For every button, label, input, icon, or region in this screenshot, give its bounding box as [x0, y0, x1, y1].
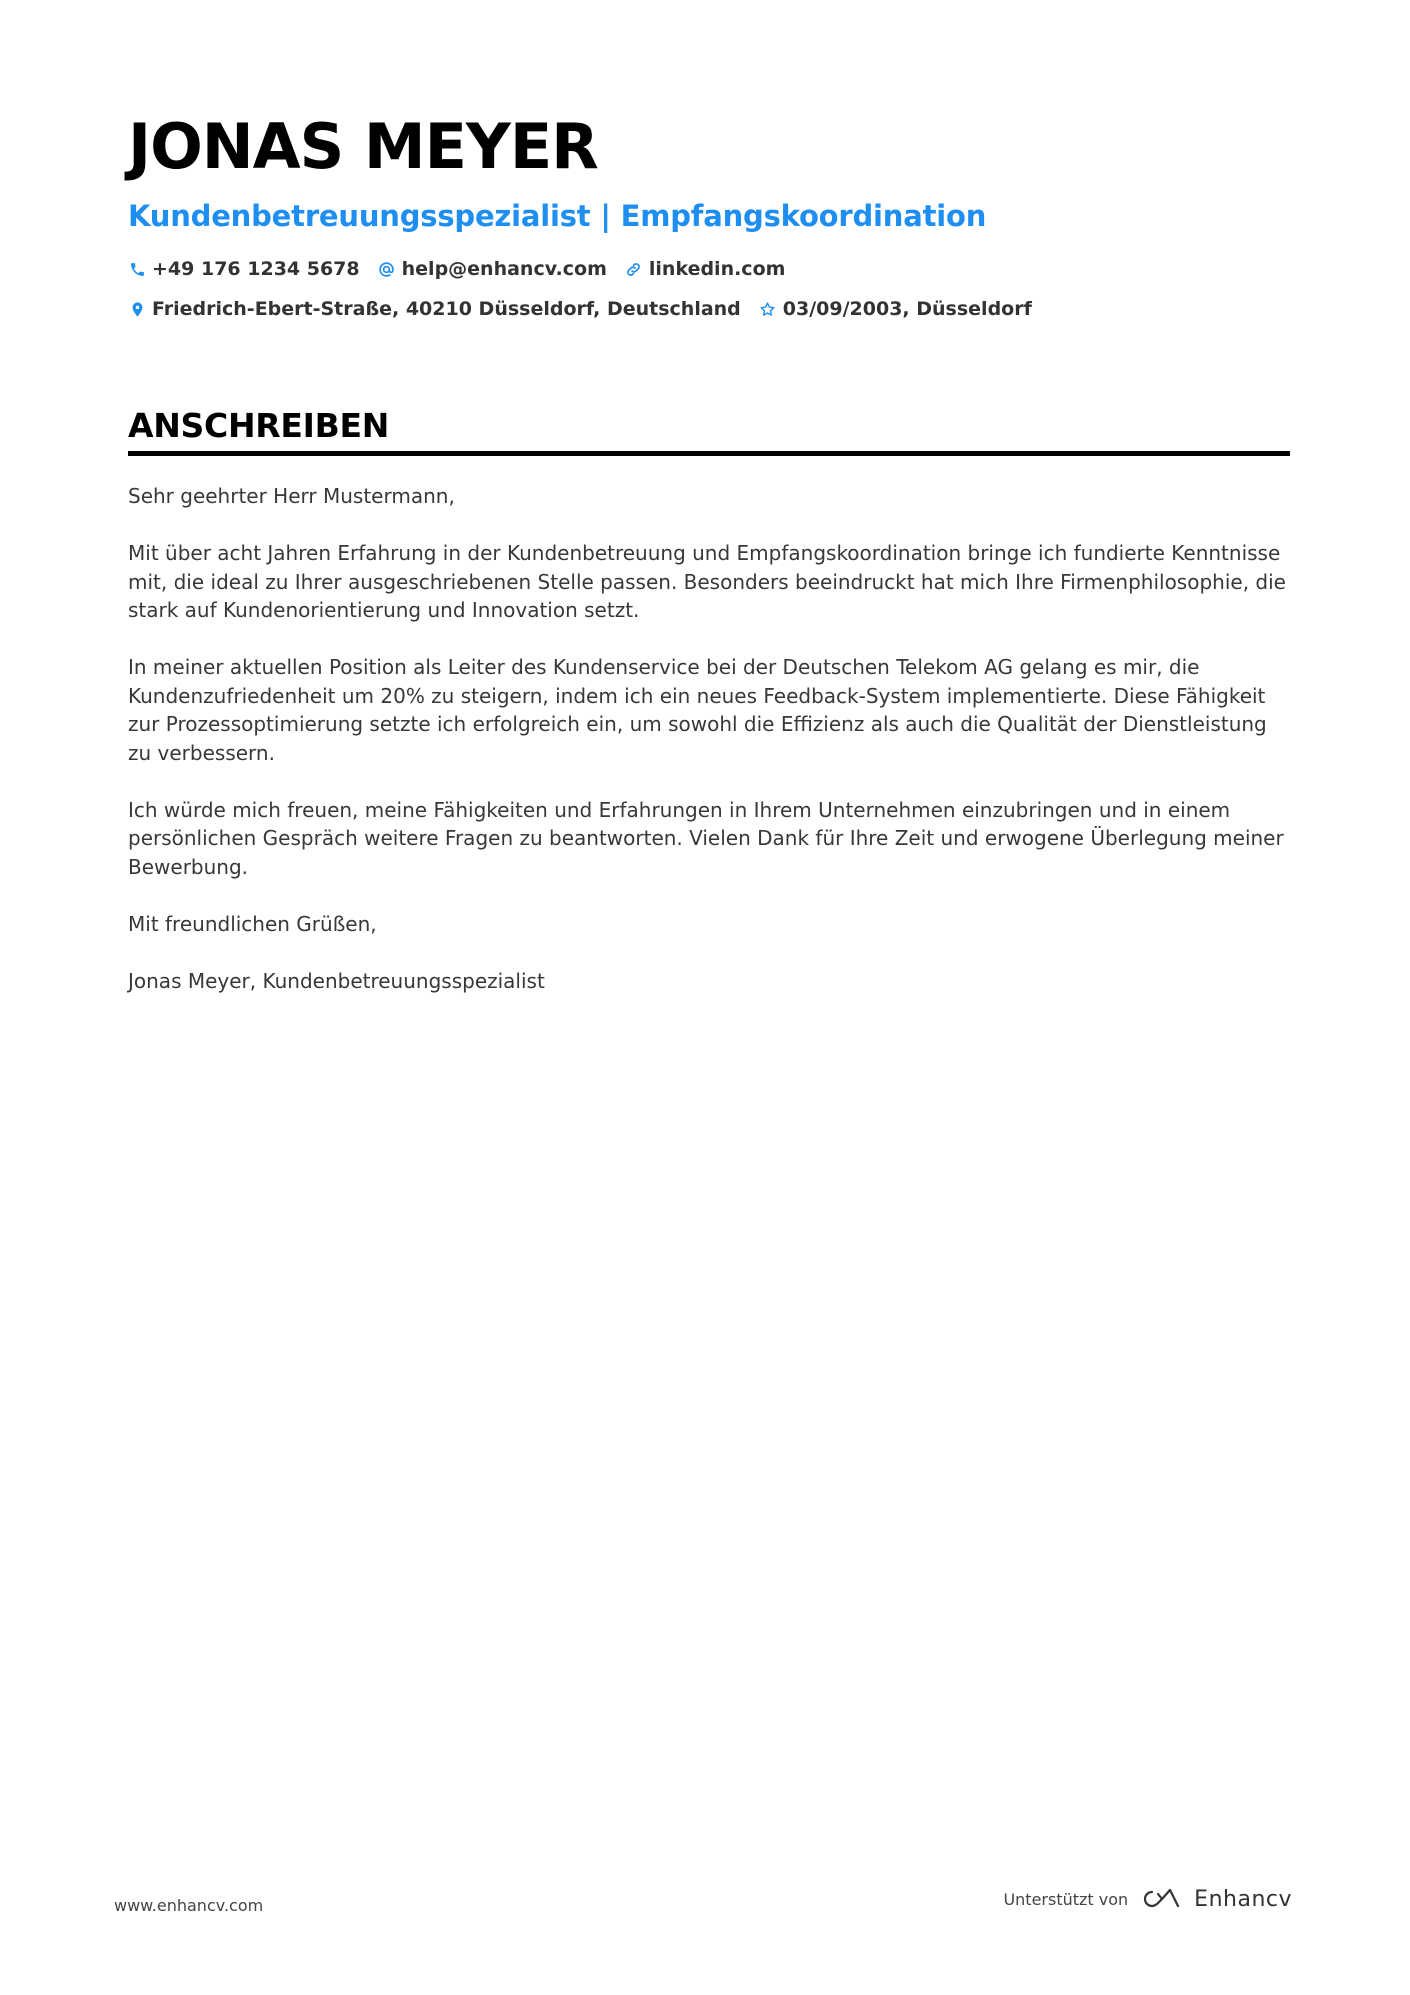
at-icon [378, 260, 396, 278]
email-text: help@enhancv.com [401, 258, 607, 280]
address-text: Friedrich-Ebert-Straße, 40210 Düsseldorf, Deutschland [152, 298, 741, 320]
enhancv-logo-icon [1140, 1886, 1186, 1912]
footer-website[interactable]: www.enhancv.com [114, 1896, 264, 1915]
cover-letter-section [128, 405, 1290, 1024]
section-divider [128, 451, 1290, 456]
resume-header [128, 108, 1288, 322]
letter-paragraph: Mit über acht Jahren Erfahrung in der Kundenbetreuung und Empfangskoordination bringe ich fundierte Kenntnisse mit, die ideal zu Ihrer ausgeschriebenen Stelle passen. Besonders beeindruckt hat mich Ihre Firmenphilosophie, die stark auf Kundenorientierung und Innovation setzt. [128, 541, 1286, 622]
candidate-name: JONAS MEYER [128, 110, 598, 183]
signature: Jonas Meyer, Kundenbetreuungsspezialist [128, 968, 545, 993]
birth-text: 03/09/2003, Düsseldorf [782, 298, 1032, 320]
phone-text: +49 176 1234 5678 [152, 258, 360, 280]
letter-paragraph: In meiner aktuellen Position als Leiter des Kundenservice bei der Deutschen Telekom AG gelang es mir, die Kundenzufriedenheit um 20% zu steigern, indem ich ein neues Feedback-System implementierte. Diese Fähigkeit zur Prozessoptimierung setzte ich erfolgreich ein, um sowohl die Effizienz als auch die Qualität der Dienstleistung zu verbessern. [128, 655, 1267, 765]
enhancv-brand[interactable] [1140, 1886, 1292, 1912]
candidate-title: Kundenbetreuungsspezialist | Empfangskoordination [128, 199, 987, 233]
contact-row-secondary [128, 296, 1288, 322]
section-title: ANSCHREIBEN [128, 406, 390, 445]
linkedin-text: linkedin.com [648, 258, 786, 280]
powered-by-label: Unterstützt von [1003, 1889, 1129, 1909]
brand-name: Enhancv [1194, 1886, 1292, 1912]
link-icon [625, 260, 643, 278]
contact-linkedin[interactable] [625, 256, 786, 282]
contact-phone[interactable] [128, 256, 360, 282]
location-pin-icon [128, 300, 146, 318]
salutation: Sehr geehrter Herr Mustermann, [128, 484, 455, 508]
letter-paragraph: Ich würde mich freuen, meine Fähigkeiten und Erfahrungen in Ihrem Unternehmen einzubringen und in einem persönlichen Gespräch weitere Fragen zu beantworten. Vielen Dank für Ihre Zeit und erwogene Überlegung meiner Bewerbung. [128, 797, 1284, 879]
closing: Mit freundlichen Grüßen, [128, 911, 377, 936]
star-icon [759, 300, 777, 318]
contact-birth [759, 296, 1032, 322]
contact-address [128, 296, 741, 322]
contact-email[interactable] [378, 256, 607, 282]
phone-icon [128, 260, 146, 278]
letter-body [128, 482, 1290, 995]
footer-branding [1003, 1886, 1292, 1912]
contact-row-primary [128, 256, 1288, 282]
